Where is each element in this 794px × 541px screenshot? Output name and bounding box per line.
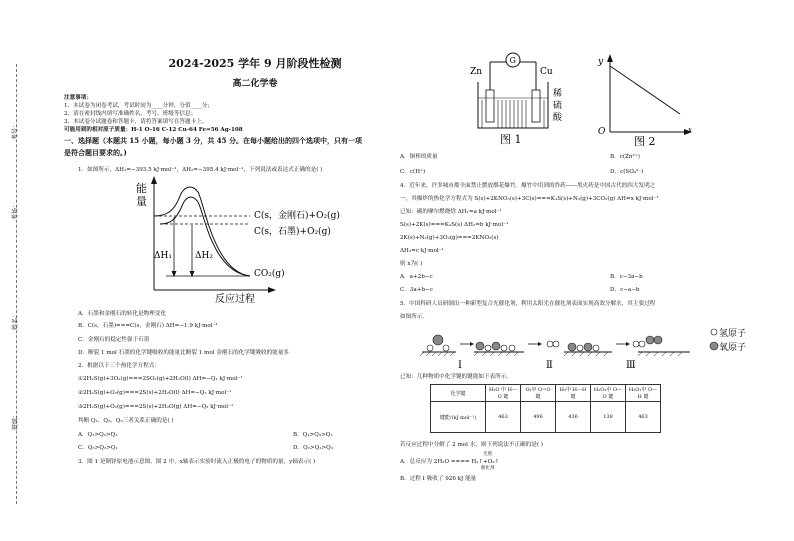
q4-line-2: 一，其爆炸的热化学方程式为 S(s)+2KNO₃(s)+3C(s)===K₂S(s)+N₂(g)+3CO₂(g) ΔH=x kJ·mol⁻¹ — [400, 196, 659, 202]
cu-label: Cu — [540, 67, 553, 77]
q5-option-a: A．总反应为 2H₂O ==== H₂↑+O₂↑ — [400, 459, 500, 465]
q5-known: 已知：几种物质中化学键的键能如下表所示。 — [400, 374, 512, 380]
seat-label: 考场： — [12, 201, 19, 220]
q5-line-2: 如图所示。 — [400, 314, 428, 320]
graphite-label: C(s，石墨)+O₂(g) — [254, 227, 331, 237]
q3-option-c: C．c(H⁺) — [400, 169, 426, 175]
table-cell: 463 — [486, 402, 521, 433]
notes-line: 2、请在密封线内填写准确姓名、考号、班级等信息； — [64, 111, 197, 117]
q2-judge: 判断 Q₁、Q₂、Q₃三者关系正确的是( ) — [78, 418, 174, 424]
q5-line-1: 5．中国科研人员研制出一种新型复合光催化剂，利用太阳光在催化剂表面实现高效分解水，其主要过程 — [400, 301, 656, 307]
q4-line-7: 则 x为( ) — [400, 261, 423, 267]
figure-1-cell — [462, 46, 572, 146]
exam-title: 2024-2025 学年 9 月阶段性检测 — [168, 57, 342, 70]
q5-opt-a-above: 光照 — [483, 452, 492, 457]
figure-2-graph — [594, 52, 698, 146]
q1-option-b: B．C(s，石墨)===C(s，金刚石) ΔH=−1.9 kJ·mol⁻¹ — [78, 323, 218, 329]
q1-energy-diagram — [130, 172, 350, 304]
cu-electrode — [532, 90, 540, 122]
exam-subtitle: 高二化学卷 — [232, 79, 278, 89]
table-header: 化学键 — [431, 385, 486, 402]
xlabel: 反应过程 — [215, 294, 255, 304]
q4-option-d: D．c−a−b — [610, 287, 640, 293]
q1-option-a: A．石墨和金刚石的转化是物理变化 — [78, 311, 166, 317]
class-label: 班级： — [12, 411, 19, 430]
q2-stem: 2．根据以下三个热化学方程式： — [78, 363, 160, 369]
x-label: x — [688, 126, 692, 134]
table-header: H₂O₂中 O—O 键 — [591, 385, 626, 402]
q2-option-b: B．Q₁>Q₃>Q₂ — [293, 432, 333, 438]
figure-2-caption: 图 2 — [634, 135, 656, 146]
notes-line: 3、本试卷分试题卷和答题卡，请将答案填写在答题卡上。 — [64, 119, 208, 125]
table-cell: 138 — [591, 402, 626, 433]
zn-electrode — [486, 90, 494, 122]
table-cell: 463 — [626, 402, 661, 433]
q4-line-3: 已知：碳的摩尔燃烧焓 ΔH₁=a kJ·mol⁻¹ — [400, 209, 502, 215]
decreasing-line — [610, 66, 680, 114]
legend-o: 氧原子 — [719, 343, 747, 353]
legend-o-icon — [710, 342, 718, 350]
q3-option-a: A．铜棒的质量 — [400, 154, 438, 160]
figure-1-caption: 图 1 — [500, 133, 522, 146]
q5-option-b: B．过程 I 吸收了 926 kJ 能量 — [400, 476, 477, 482]
q5-opt-a-below: 催化剂 — [481, 466, 495, 471]
stage-3 — [633, 336, 690, 356]
q1-stem: 1．如图所示，ΔH₁=−393.5 kJ·mol⁻¹，ΔH₂=−395.4 kJ·mol⁻¹，下列说法或表达式正确的是( ) — [78, 167, 323, 173]
q1-option-d: D．断裂 1 mol 石墨的化学键吸收的能量比断裂 1 mol 金刚石的化学键吸收的能量多 — [78, 350, 290, 356]
table-header: O₂中 O=O 键 — [521, 385, 556, 402]
q4-line-1: 4．近年来，许多城市都全面禁止燃放烟花爆竹。爆竹中用到的炸药——黑火药是中国古代的四大发明之 — [400, 183, 656, 189]
q3-option-b: B．c(Zn²⁺) — [610, 154, 640, 160]
notes-heading: 注意事项： — [64, 95, 92, 101]
q2-eq-2: ②2H₂S(g)+O₂(g)===2S(s)+2H₂O(l) ΔH=−Q₂ kJ·mol⁻¹ — [78, 390, 232, 396]
table-row-label: 键能/(kJ·mol⁻¹) — [431, 402, 486, 433]
q4-option-b: B．c−3a−b — [610, 274, 643, 280]
table-header: H₂O₂中 O—H 键 — [626, 385, 661, 402]
section1-heading-2: 是符合题目要求的。) — [64, 148, 127, 157]
diamond-label: C(s，金刚石)+O₂(g) — [254, 211, 340, 221]
exam-no-label: 考号： — [12, 121, 19, 140]
table-cell: 436 — [556, 402, 591, 433]
q2-eq-1: ①2H₂S(g)+3O₂(g)===2SO₂(g)+2H₂O(l) ΔH=−Q₁ kJ·mol⁻¹ — [78, 376, 243, 382]
q5-process-diagram — [400, 322, 790, 370]
acid-label-2: 硫 — [553, 101, 563, 111]
stage-label-1: Ⅰ — [458, 360, 462, 370]
q4-line-4: S(s)+2K(s)===K₂S(s) ΔH₂=b kJ·mol⁻¹ — [400, 222, 509, 228]
y-label: y — [598, 57, 604, 67]
legend-h: 氢原子 — [719, 329, 747, 339]
q4-line-6: ΔH₃=c kJ·mol⁻¹ — [400, 248, 444, 254]
x-axis-arrow — [268, 287, 276, 293]
section1-heading: 一、选择题（本题共 15 小题，每小题 3 分，共 45 分。在每小题给出的四个选项中，只有一项 — [64, 136, 362, 145]
q3-stem: 3．图 1 是铜锌原电池示意图。图 2 中，x轴表示实验时流入正极的电子的物质的量，y轴表示( ) — [78, 459, 316, 465]
galvanometer-label: G — [509, 56, 516, 65]
acid-label-3: 酸 — [553, 113, 563, 123]
stage-2 — [547, 341, 612, 356]
stage-0 — [420, 335, 456, 356]
ylabel-2: 量 — [136, 195, 147, 208]
name-label: 姓名： — [12, 311, 19, 330]
stage-label-3: Ⅲ — [626, 360, 636, 370]
graphite-curve — [160, 197, 250, 276]
dh2-label: ΔH₂ — [195, 251, 213, 261]
diamond-curve — [154, 187, 250, 276]
acid-label-1: 稀 — [553, 89, 563, 99]
table-cell: 496 — [521, 402, 556, 433]
q5-condition: 若反应过程中分解了 2 mol 水，则下列说法不正确的是( ) — [400, 442, 543, 448]
q2-eq-3: ③2H₂S(g)+O₂(g)===2S(s)+2H₂O(g) ΔH=−Q₃ kJ·mol⁻¹ — [78, 404, 234, 410]
legend-h-icon — [711, 329, 717, 335]
q1-option-c: C．金刚石的稳定性强于石墨 — [78, 337, 150, 343]
stage-1 — [474, 342, 524, 356]
atomic-mass: 可能用到的相对原子质量：H-1 O-16 C-12 Cu-64 Fe=56 Ag-108 — [64, 127, 243, 133]
q4-line-5: 2K(s)+N₂(g)+3O₂(g)===2KNO₃(s) — [400, 235, 499, 241]
co2-label: CO₂(g) — [254, 269, 285, 279]
stage-label-2: Ⅱ — [546, 360, 553, 370]
table-header: H₂中 H—H 键 — [556, 385, 591, 402]
q2-option-c: C．Q₃>Q₂>Q₁ — [78, 445, 118, 451]
bond-energy-table — [430, 384, 661, 433]
q3-option-d: D．c(SO₄²⁻) — [610, 169, 644, 175]
table-header: H₂O 中 H—O 键 — [486, 385, 521, 402]
ylabel-1: 能 — [136, 182, 147, 195]
y-axis-arrow — [151, 176, 157, 184]
q4-option-c: C．3a+b−c — [400, 287, 433, 293]
origin-label: O — [598, 127, 606, 137]
notes-line: 1、本试卷为闭卷考试，考试时间为____分钟，分值____分； — [64, 103, 213, 109]
dh1-label: ΔH₁ — [154, 251, 172, 261]
q4-option-a: A．a+2b−c — [400, 274, 433, 280]
zn-label: Zn — [470, 67, 483, 77]
q2-option-d: D．Q₂>Q₁>Q₃ — [293, 445, 333, 451]
q2-option-a: A．Q₁>Q₂>Q₃ — [78, 432, 118, 438]
